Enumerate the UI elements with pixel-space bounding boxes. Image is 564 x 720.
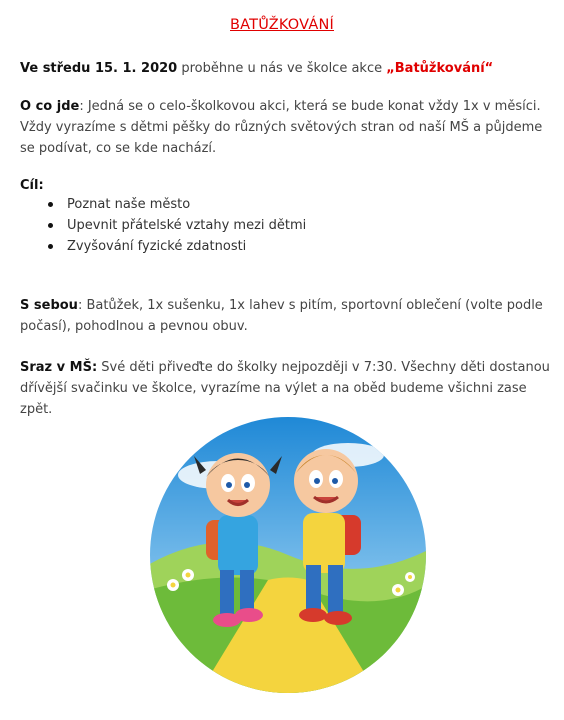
- intro-text: proběhne u nás ve školce akce: [177, 61, 387, 76]
- meet-label: Sraz v MŠ:: [20, 360, 98, 375]
- what-paragraph: [20, 96, 550, 159]
- bring-text: : Batůžek, 1x sušenku, 1x lahev s pitím, sportovní oblečení (volte podle počasí), pohodlnou a pevnou obuv.: [20, 298, 543, 334]
- intro-paragraph: [20, 58, 550, 79]
- goal-item: Upevnit přátelské vztahy mezi dětmi: [20, 215, 306, 236]
- bullet-icon: [48, 202, 53, 207]
- event-name: „Batůžkování“: [386, 61, 494, 76]
- goal-item: Zvyšování fyzické zdatnosti: [20, 236, 306, 257]
- page-title: BATŮŽKOVÁNÍ: [230, 17, 334, 33]
- goal-list: [20, 194, 306, 257]
- intro-date: Ve středu 15. 1. 2020: [20, 61, 178, 76]
- bullet-icon: [48, 244, 53, 249]
- what-label: O co jde: [20, 99, 80, 114]
- kids-hiking-illustration: [148, 415, 428, 695]
- goal-item: Poznat naše město: [20, 194, 306, 215]
- bring-paragraph: [20, 295, 550, 337]
- bring-label: S sebou: [20, 298, 78, 313]
- goal-label: Cíl:: [20, 178, 44, 193]
- meet-text: Své děti přiveďte do školky nejpozději v 7:30. Všechny děti dostanou dřívější svačinku ve školce, vyrazíme na výlet a na oběd budeme všichni zase zpět.: [20, 360, 550, 417]
- goal-heading: [20, 175, 550, 196]
- bullet-icon: [48, 223, 53, 228]
- what-text: : Jedná se o celo-školkovou akci, která se bude konat vždy 1x v měsíci. Vždy vyrazíme s dětmi pěšky do různých světových stran od naší MŠ a půjdeme se podívat, co se kde nachází.: [20, 99, 543, 156]
- meet-paragraph: [20, 357, 550, 420]
